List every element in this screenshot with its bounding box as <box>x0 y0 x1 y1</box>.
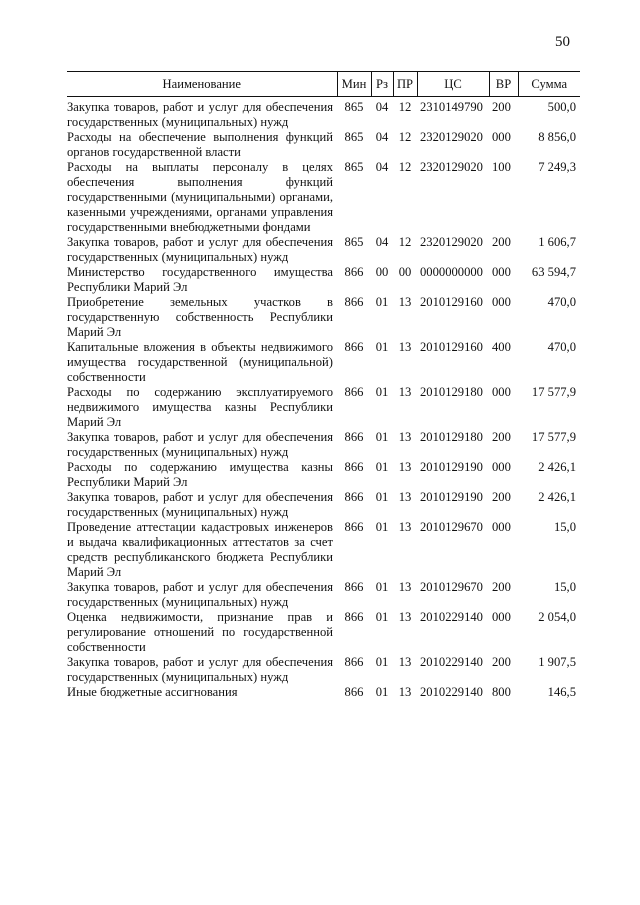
cell-vr: 000 <box>492 130 511 144</box>
cell-pr: 13 <box>398 685 412 699</box>
cell-rz: 01 <box>375 520 389 534</box>
cell-name: Проведение аттестации кадастровых инженеров и выдача квалификационных аттестатов за счет средств республиканского бюджета Республики Марий Эл <box>67 520 333 579</box>
cell-name: Расходы на выплаты персоналу в целях обеспечения выполнения функций государственными (муниципальными) органами, казенными учреждениями, органами управления государственными внебюджетными фондами <box>67 160 333 234</box>
cell-rz: 01 <box>375 340 389 354</box>
cell-rz: 04 <box>375 100 389 114</box>
cell-cs: 2010129180 <box>420 385 483 399</box>
cell-name: Закупка товаров, работ и услуг для обеспечения государственных (муниципальных) нужд <box>67 655 333 684</box>
table-row <box>67 385 580 430</box>
cell-name: Закупка товаров, работ и услуг для обеспечения государственных (муниципальных) нужд <box>67 580 333 609</box>
table-row <box>67 160 580 235</box>
cell-vr: 000 <box>492 295 511 309</box>
cell-sum: 17 577,9 <box>531 385 576 399</box>
cell-vr: 200 <box>492 655 511 669</box>
cell-vr: 000 <box>492 520 511 534</box>
cell-name: Министерство государственного имущества Республики Марий Эл <box>67 265 333 294</box>
cell-pr: 00 <box>398 265 412 279</box>
cell-rz: 00 <box>375 265 389 279</box>
cell-name: Капитальные вложения в объекты недвижимого имущества государственной (муниципальной) собственности <box>67 340 333 384</box>
cell-pr: 12 <box>398 100 412 114</box>
cell-pr: 13 <box>398 430 412 444</box>
cell-sum: 63 594,7 <box>531 265 576 279</box>
cell-min: 866 <box>344 340 364 354</box>
cell-sum: 470,0 <box>547 340 576 354</box>
page-number: 50 <box>555 34 570 50</box>
cell-min: 865 <box>344 100 364 114</box>
table-row <box>67 340 580 385</box>
cell-cs: 2010129160 <box>420 340 483 354</box>
budget-table <box>67 71 580 700</box>
cell-cs: 2320129020 <box>420 160 483 174</box>
header-sum: Сумма <box>518 72 580 97</box>
table-row <box>67 265 580 295</box>
cell-sum: 500,0 <box>547 100 576 114</box>
cell-pr: 13 <box>398 610 412 624</box>
cell-sum: 2 054,0 <box>538 610 576 624</box>
cell-pr: 13 <box>398 520 412 534</box>
cell-min: 866 <box>344 460 364 474</box>
cell-pr: 13 <box>398 295 412 309</box>
cell-vr: 400 <box>492 340 511 354</box>
cell-min: 866 <box>344 520 364 534</box>
cell-cs: 2010129180 <box>420 430 483 444</box>
cell-pr: 13 <box>398 580 412 594</box>
cell-name: Закупка товаров, работ и услуг для обеспечения государственных (муниципальных) нужд <box>67 490 333 519</box>
cell-sum: 470,0 <box>547 295 576 309</box>
cell-rz: 01 <box>375 385 389 399</box>
cell-min: 866 <box>344 295 364 309</box>
table-row <box>67 295 580 340</box>
cell-name: Закупка товаров, работ и услуг для обеспечения государственных (муниципальных) нужд <box>67 235 333 264</box>
cell-name: Закупка товаров, работ и услуг для обеспечения государственных (муниципальных) нужд <box>67 430 333 459</box>
cell-pr: 13 <box>398 340 412 354</box>
cell-name: Приобретение земельных участков в государственную собственность Республики Марий Эл <box>67 295 333 339</box>
cell-name: Расходы по содержанию имущества казны Республики Марий Эл <box>67 460 333 489</box>
header-min: Мин <box>337 72 371 97</box>
cell-rz: 01 <box>375 610 389 624</box>
cell-min: 866 <box>344 655 364 669</box>
cell-min: 865 <box>344 130 364 144</box>
table-row <box>67 580 580 610</box>
cell-cs: 2320129020 <box>420 130 483 144</box>
table-header <box>67 72 580 97</box>
header-name: Наименование <box>67 72 337 97</box>
cell-sum: 17 577,9 <box>531 430 576 444</box>
cell-pr: 13 <box>398 490 412 504</box>
header-row <box>67 72 580 97</box>
cell-cs: 2010229140 <box>420 610 483 624</box>
cell-vr: 000 <box>492 265 511 279</box>
cell-sum: 15,0 <box>553 580 576 594</box>
cell-cs: 0000000000 <box>420 265 483 279</box>
cell-pr: 12 <box>398 160 412 174</box>
header-rz: Рз <box>371 72 393 97</box>
cell-rz: 01 <box>375 655 389 669</box>
header-vr: ВР <box>489 72 518 97</box>
cell-cs: 2320129020 <box>420 235 483 249</box>
cell-name: Оценка недвижимости, признание прав и регулирование отношений по государственной собственности <box>67 610 333 654</box>
cell-cs: 2010129160 <box>420 295 483 309</box>
cell-vr: 200 <box>492 490 511 504</box>
cell-cs: 2010129670 <box>420 580 483 594</box>
cell-rz: 04 <box>375 235 389 249</box>
cell-min: 866 <box>344 265 364 279</box>
cell-name: Расходы по содержанию эксплуатируемого недвижимого имущества казны Республики Марий Эл <box>67 385 333 429</box>
cell-rz: 01 <box>375 460 389 474</box>
cell-min: 865 <box>344 160 364 174</box>
cell-sum: 7 249,3 <box>538 160 576 174</box>
cell-sum: 146,5 <box>547 685 576 699</box>
table-row <box>67 130 580 160</box>
cell-vr: 200 <box>492 100 511 114</box>
cell-sum: 15,0 <box>553 520 576 534</box>
cell-vr: 200 <box>492 580 511 594</box>
cell-cs: 2010129190 <box>420 490 483 504</box>
cell-rz: 04 <box>375 130 389 144</box>
cell-sum: 1 907,5 <box>538 655 576 669</box>
cell-pr: 13 <box>398 655 412 669</box>
cell-rz: 01 <box>375 295 389 309</box>
cell-min: 866 <box>344 430 364 444</box>
cell-vr: 200 <box>492 430 511 444</box>
cell-rz: 01 <box>375 580 389 594</box>
table-row <box>67 97 580 131</box>
table-body <box>67 97 580 701</box>
cell-min: 866 <box>344 490 364 504</box>
cell-rz: 01 <box>375 685 389 699</box>
table-row <box>67 235 580 265</box>
cell-cs: 2010229140 <box>420 655 483 669</box>
cell-sum: 2 426,1 <box>538 490 576 504</box>
header-pr: ПР <box>393 72 417 97</box>
table-row <box>67 430 580 460</box>
table-row <box>67 685 580 700</box>
cell-vr: 000 <box>492 610 511 624</box>
cell-name: Расходы на обеспечение выполнения функций органов государственной власти <box>67 130 333 159</box>
cell-pr: 13 <box>398 460 412 474</box>
cell-vr: 200 <box>492 235 511 249</box>
cell-min: 865 <box>344 235 364 249</box>
cell-name: Иные бюджетные ассигнования <box>67 685 238 699</box>
cell-pr: 12 <box>398 235 412 249</box>
header-cs: ЦС <box>417 72 489 97</box>
cell-min: 866 <box>344 580 364 594</box>
table-row <box>67 460 580 490</box>
table-row <box>67 520 580 580</box>
cell-vr: 000 <box>492 460 511 474</box>
cell-pr: 12 <box>398 130 412 144</box>
cell-sum: 2 426,1 <box>538 460 576 474</box>
cell-rz: 01 <box>375 490 389 504</box>
table-row <box>67 490 580 520</box>
table-row <box>67 655 580 685</box>
cell-vr: 000 <box>492 385 511 399</box>
cell-min: 866 <box>344 385 364 399</box>
cell-cs: 2010229140 <box>420 685 483 699</box>
table-row <box>67 610 580 655</box>
cell-name: Закупка товаров, работ и услуг для обеспечения государственных (муниципальных) нужд <box>67 100 333 129</box>
cell-cs: 2310149790 <box>420 100 483 114</box>
cell-pr: 13 <box>398 385 412 399</box>
cell-vr: 800 <box>492 685 511 699</box>
cell-cs: 2010129190 <box>420 460 483 474</box>
cell-sum: 1 606,7 <box>538 235 576 249</box>
cell-vr: 100 <box>492 160 511 174</box>
cell-min: 866 <box>344 685 364 699</box>
cell-cs: 2010129670 <box>420 520 483 534</box>
cell-rz: 04 <box>375 160 389 174</box>
cell-rz: 01 <box>375 430 389 444</box>
cell-sum: 8 856,0 <box>538 130 576 144</box>
cell-min: 866 <box>344 610 364 624</box>
